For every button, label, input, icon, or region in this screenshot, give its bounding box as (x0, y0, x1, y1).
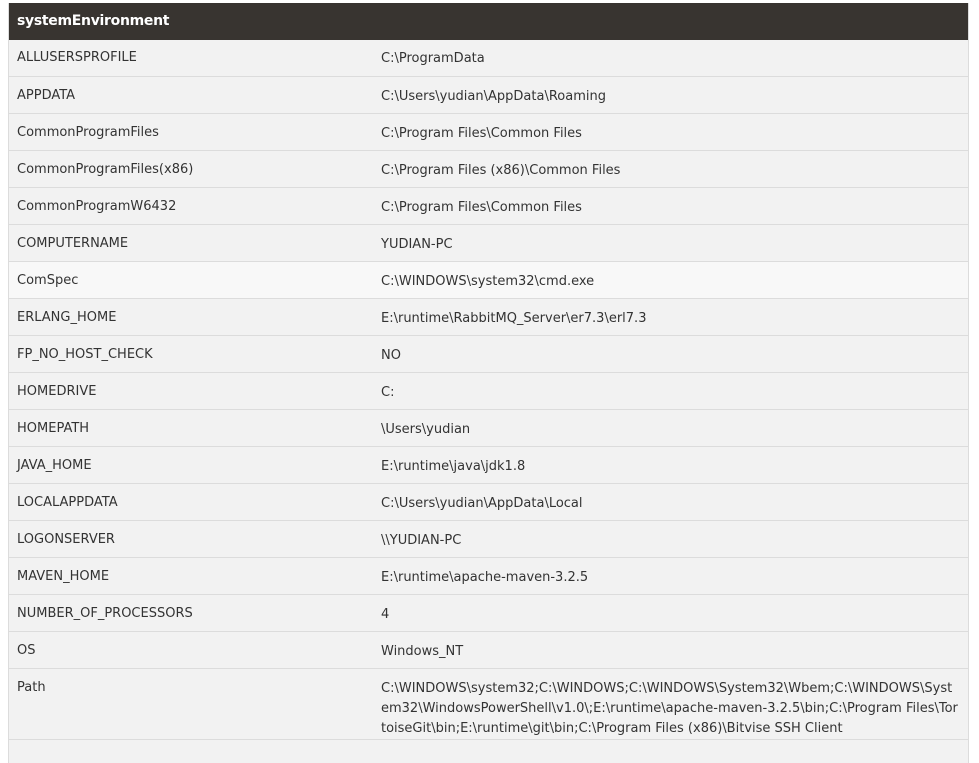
env-value: C:\Program Files (x86)\Common Files (381, 163, 621, 178)
page-scrollbar[interactable] (969, 0, 979, 744)
env-value: C:\ProgramData (381, 51, 485, 66)
env-key: CommonProgramFiles (17, 125, 159, 140)
env-key: ERLANG_HOME (17, 310, 117, 325)
env-key: MAVEN_HOME (17, 569, 110, 584)
env-key: LOCALAPPDATA (17, 495, 118, 510)
env-value: C: (381, 385, 395, 400)
environment-table (9, 40, 968, 740)
table-row (9, 669, 968, 740)
table-row (9, 188, 968, 225)
env-key: OS (17, 643, 36, 658)
env-value: E:\runtime\apache-maven-3.2.5 (381, 570, 589, 585)
env-value: YUDIAN-PC (381, 237, 453, 252)
env-value: 4 (381, 607, 390, 622)
table-row (9, 595, 968, 632)
table-row (9, 262, 968, 299)
env-value: C:\Program Files\Common Files (381, 200, 582, 215)
env-key: CommonProgramW6432 (17, 199, 177, 214)
table-row (9, 632, 968, 669)
env-value: E:\runtime\RabbitMQ_Server\er7.3\erl7.3 (381, 311, 647, 326)
env-value: C:\Program Files\Common Files (381, 126, 582, 141)
table-row (9, 114, 968, 151)
table-row (9, 447, 968, 484)
panel-title: systemEnvironment (9, 3, 968, 40)
env-key: FP_NO_HOST_CHECK (17, 347, 153, 362)
table-row (9, 77, 968, 114)
env-value: Windows_NT (381, 644, 464, 659)
table-row (9, 410, 968, 447)
env-value: E:\runtime\java\jdk1.8 (381, 459, 526, 474)
env-key: COMPUTERNAME (17, 236, 129, 251)
table-row (9, 558, 968, 595)
table-row (9, 151, 968, 188)
env-value: C:\WINDOWS\system32;C:\WINDOWS;C:\WINDOWS\System32\Wbem;C:\WINDOWS\System32\WindowsPowerShell\v1.0\;E:\runtime\apache-maven-3.2.5\bin;C:\Program Files\TortoiseGit\bin;E:\runtime\git\bin;C:\Program Files (x86)\Bitvise SSH Client (381, 681, 958, 736)
env-value: C:\Users\yudian\AppData\Local (381, 496, 583, 511)
env-value: \\YUDIAN-PC (381, 533, 462, 548)
env-key: APPDATA (17, 88, 76, 103)
table-row (9, 373, 968, 410)
table-row (9, 521, 968, 558)
env-key: CommonProgramFiles(x86) (17, 162, 194, 177)
table-row (9, 484, 968, 521)
env-value: C:\Users\yudian\AppData\Roaming (381, 89, 606, 104)
env-key: HOMEDRIVE (17, 384, 97, 399)
env-key: JAVA_HOME (17, 458, 92, 473)
env-value: \Users\yudian (381, 422, 471, 437)
env-key: NUMBER_OF_PROCESSORS (17, 606, 193, 621)
env-key: ComSpec (17, 273, 79, 288)
table-row (9, 299, 968, 336)
env-key: ALLUSERSPROFILE (17, 50, 137, 65)
env-key: Path (17, 680, 46, 695)
env-key: HOMEPATH (17, 421, 90, 436)
env-key: LOGONSERVER (17, 532, 115, 547)
table-row (9, 40, 968, 77)
system-environment-panel (8, 3, 969, 763)
env-value: C:\WINDOWS\system32\cmd.exe (381, 274, 595, 289)
table-row (9, 336, 968, 373)
env-value: NO (381, 348, 401, 363)
table-row (9, 225, 968, 262)
